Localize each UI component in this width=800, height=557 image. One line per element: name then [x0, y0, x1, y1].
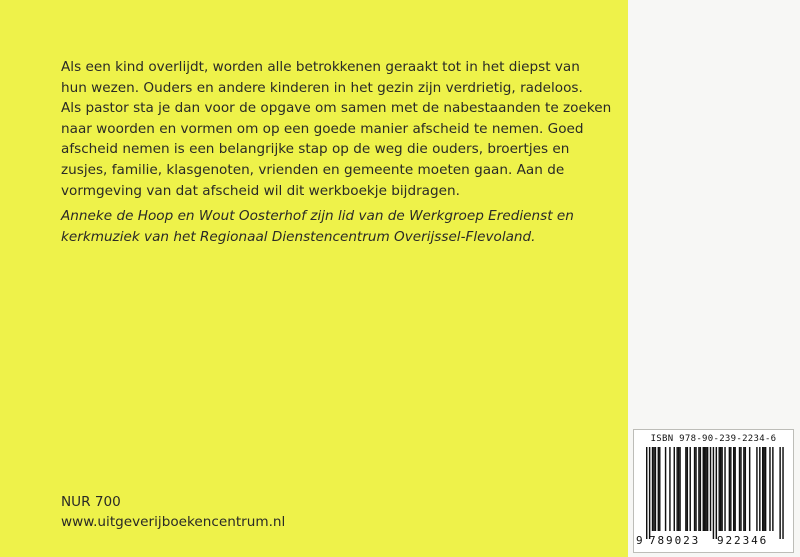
blurb-line: hun wezen. Ouders en andere kinderen in het gezin zijn verdrietig, radeloos.	[61, 79, 583, 96]
blurb-line: vormgeving van dat afscheid wil dit werkboekje bijdragen.	[61, 182, 460, 199]
barcode-bar	[655, 447, 656, 531]
barcode-bar	[690, 447, 691, 531]
barcode-bar	[694, 447, 695, 531]
barcode-bar	[705, 447, 706, 531]
barcode-bar	[678, 447, 679, 531]
barcode-bar	[782, 447, 783, 539]
barcode-graphic	[644, 447, 785, 541]
blurb-text	[61, 57, 616, 201]
barcode-bar	[649, 447, 650, 539]
barcode-bar	[653, 447, 654, 531]
barcode-bar	[762, 447, 763, 531]
barcode-bar	[763, 447, 764, 531]
barcode-bar	[756, 447, 757, 531]
barcode-bar	[733, 447, 734, 531]
barcode-bar	[739, 447, 740, 531]
barcode-bar	[669, 447, 670, 531]
barcode-bar	[734, 447, 735, 531]
barcode-bar	[730, 447, 731, 531]
barcode-bar	[745, 447, 746, 531]
barcode-bar	[779, 447, 780, 539]
barcode-bar	[710, 447, 711, 531]
barcode-bar	[685, 447, 686, 531]
publisher-website: www.uitgeverijboekencentrum.nl	[61, 514, 286, 530]
nur-code: NUR 700	[61, 494, 121, 510]
barcode-bar	[713, 447, 714, 539]
barcode-bar	[652, 447, 653, 531]
blurb-line: Als een kind overlijdt, worden alle betrokkenen geraakt tot in het diepst van	[61, 59, 580, 75]
barcode-bar	[716, 447, 717, 539]
barcode-bar	[674, 447, 675, 531]
author-bio-line: kerkmuziek van het Regionaal Dienstencentrum Overijssel-Flevoland.	[61, 228, 536, 245]
blurb-line: zusjes, familie, klasgenoten, vrienden en gemeente moeten gaan. Aan de	[61, 161, 565, 178]
barcode-bar	[721, 447, 722, 531]
barcode-bar	[759, 447, 760, 531]
barcode-bar	[743, 447, 744, 531]
author-bio-line: Anneke de Hoop en Wout Oosterhof zijn lid van de Werkgroep Eredienst en	[61, 208, 574, 224]
barcode-bar	[724, 447, 725, 531]
barcode-bar	[769, 447, 770, 531]
barcode-bar	[695, 447, 696, 531]
barcode-bar	[687, 447, 688, 531]
barcode-bar	[703, 447, 704, 531]
isbn-label: ISBN 978-90-239-2234-6	[650, 434, 777, 444]
blurb-line: afscheid nemen is een belangrijke stap op de weg die ouders, broertjes en	[61, 141, 570, 158]
barcode-bar	[720, 447, 721, 531]
barcode-bar	[765, 447, 766, 531]
barcode-bar	[658, 447, 659, 531]
blurb-line: Als pastor sta je dan voor de opgave om samen met de nabestaanden te zoeken	[61, 100, 612, 117]
barcode-digits-right: 922346	[717, 534, 769, 547]
barcode-bar	[665, 447, 666, 531]
barcode-bar	[772, 447, 773, 531]
barcode-bar	[659, 447, 660, 531]
barcode-bar	[749, 447, 750, 531]
barcode-bar	[740, 447, 741, 531]
barcode-bar	[707, 447, 708, 531]
isbn-barcode-block	[633, 429, 794, 553]
barcode-digits-left: 789023	[649, 534, 701, 547]
author-bio	[61, 206, 621, 247]
barcode-digit-first: 9	[636, 534, 643, 547]
barcode-bar	[646, 447, 647, 539]
barcode-bar	[698, 447, 699, 531]
barcode-bar	[700, 447, 701, 531]
barcode-bar	[704, 447, 705, 531]
barcode-bar	[719, 447, 720, 531]
barcode-bar	[676, 447, 677, 531]
barcode-bar	[729, 447, 730, 531]
blurb-line: naar woorden en vormen om op een goede manier afscheid te nemen. Goed	[61, 120, 584, 137]
barcode-bar	[679, 447, 680, 531]
